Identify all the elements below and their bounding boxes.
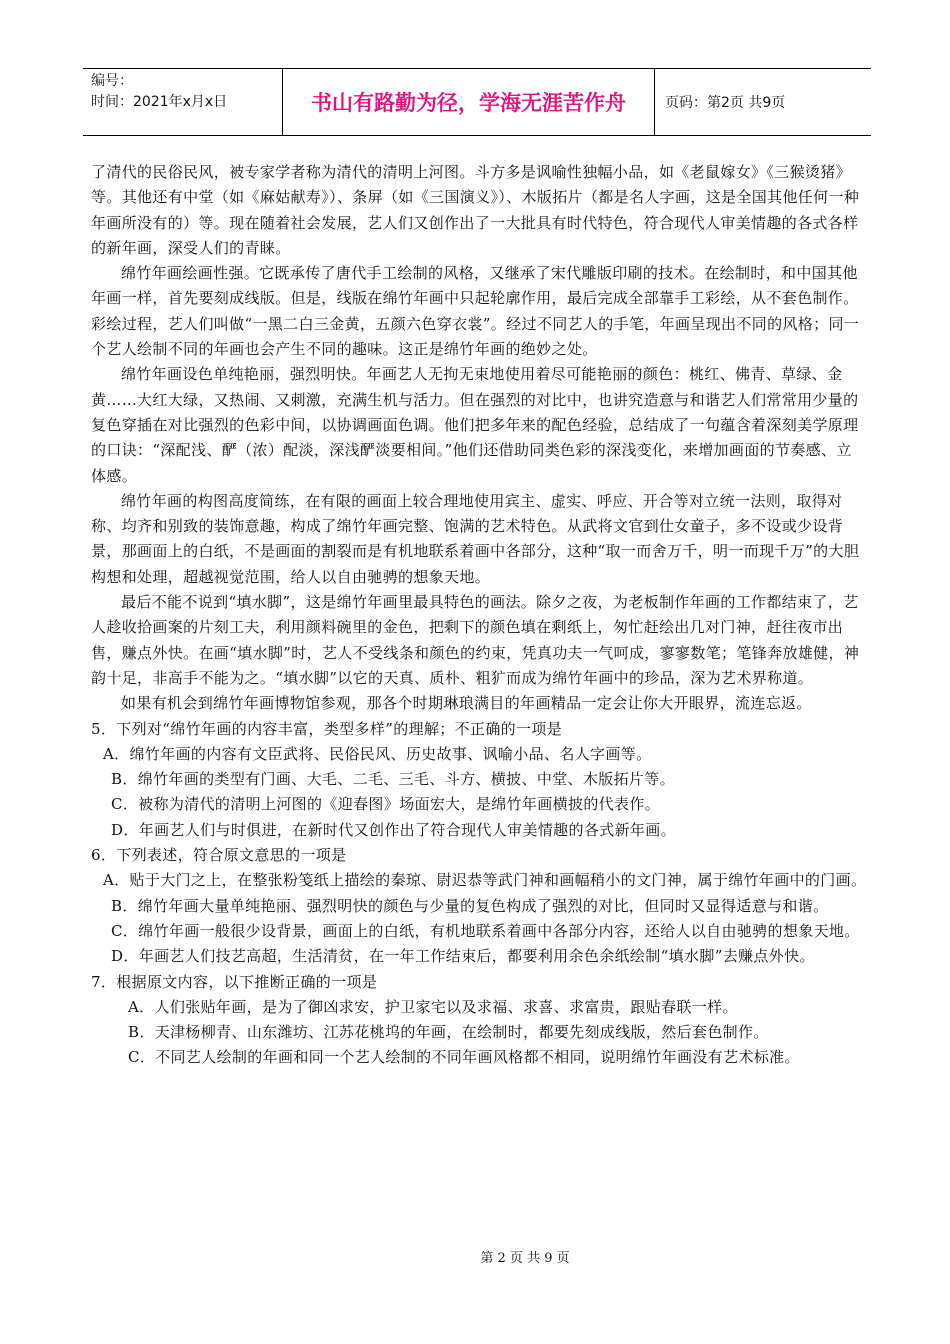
page-header bbox=[83, 68, 871, 136]
passage-paragraph: 绵竹年画绘画性强。它既承传了唐代手工绘制的风格，又继承了宋代雕版印刷的技术。在绘制时，和中国其他年画一样，首先要刻成线版。但是，线版在绵竹年画中只起轮廓作用，最后完成全部靠手工彩绘，从不套色制作。彩绘过程，艺人们叫做“一黑二白三金黄，五颜六色穿衣裳”。经过不同艺人的手笔，年画呈现出不同的风格；同一个艺人绘制不同的年画也会产生不同的趣味。这正是绵竹年画的绝妙之处。 bbox=[91, 264, 860, 359]
question-6-option-a: A．贴于大门之上，在整张粉笺纸上描绘的秦琼、尉迟恭等武门神和画幅稍小的文门神，属于绵竹年画中的门画。 bbox=[103, 871, 867, 890]
question-6-option-c: C．绵竹年画一般很少设背景，画面上的白纸，有机地联系着画中各部分内容，还给人以自由驰骋的想象天地。 bbox=[111, 921, 860, 940]
question-5-stem: 5．下列对“绵竹年画的内容丰富，类型多样”的理解；不正确的一项是 bbox=[91, 719, 563, 738]
number-label: 编号： bbox=[91, 73, 133, 89]
passage-paragraph: 最后不能不说到“填水脚”，这是绵竹年画里最具特色的画法。除夕之夜，为老板制作年画的工作都结束了，艺人趁收拾画案的片刻工夫，利用颜料碗里的金色，把剩下的颜色填在剩纸上，匆忙赶绘出几对门神，赶往夜市出售，赚点外快。在画“填水脚”时，艺人不受线条和颜色的约束，凭真功夫一气呵成，寥寥数笔；笔锋奔放雄健，神韵十足，非高手不能为之。“填水脚”以它的天真、质朴、粗犷而成为绵竹年画中的珍品，深为艺术界称道。 bbox=[91, 593, 860, 687]
question-7-stem: 7．根据原文内容，以下推断正确的一项是 bbox=[91, 972, 378, 991]
header-motto: 书山有路勤为径，学海无涯苦作舟 bbox=[283, 69, 655, 135]
question-7-option-c: C．不同艺人绘制的年画和同一个艺人绘制的不同年画风格都不相同，说明绵竹年画没有艺术标准。 bbox=[128, 1048, 800, 1067]
header-meta bbox=[83, 69, 283, 135]
question-6-option-b: B．绵竹年画大量单纯艳丽、强烈明快的颜色与少量的复色构成了强烈的对比，但同时又显得适意与和谐。 bbox=[111, 896, 829, 915]
page-footer: 第 2 页 共 9 页 bbox=[480, 1251, 570, 1266]
question-7-option-a: A．人们张贴年画，是为了御凶求安，护卫家宅以及求福、求喜、求富贵，跟贴春联一样。 bbox=[128, 997, 738, 1016]
question-5-option-a: A．绵竹年画的内容有文臣武将、民俗民风、历史故事、讽喻小品、名人字画等。 bbox=[103, 744, 652, 763]
passage-paragraph: 了清代的民俗民风，被专家学者称为清代的清明上河图。斗方多是讽喻性独幅小品，如《老鼠嫁女》《三猴烫猪》等。其他还有中堂（如《麻姑献寿》）、条屏（如《三国演义》）、木版拓片（都是名人字画，这是全国其他任何一种年画所没有的）等。现在随着社会发展，艺人们又创作出了一大批具有时代特色，符合现代人审美情趣的各式各样的新年画，深受人们的青睐。 bbox=[91, 163, 860, 257]
question-7-option-b: B．天津杨柳青、山东潍坊、江苏花桃坞的年画，在绘制时，都要先刻成线版，然后套色制作。 bbox=[128, 1023, 769, 1042]
question-6-stem: 6．下列表述，符合原文意思的一项是 bbox=[91, 846, 347, 865]
passage-paragraph: 绵竹年画设色单纯艳丽，强烈明快。年画艺人无拘无束地使用着尽可能艳丽的颜色：桃红、佛青、草绿、金黄……大红大绿，又热闹、又刺激，充满生机与活力。但在强烈的对比中，也讲究造意与和谐艺人们常常用少量的复色穿插在对比强烈的色彩中间，以协调画面色调。他们把多年来的配色经验，总结成了一句蕴含着深刻美学原理的口诀：“深配浅、酽（浓）配淡，深浅酽淡要相间。”他们还借助同类色彩的深浅变化，来增加画面的节奏感、立体感。 bbox=[91, 365, 859, 485]
question-5-option-b: B．绵竹年画的类型有门画、大毛、二毛、三毛、斗方、横披、中堂、木版拓片等。 bbox=[111, 770, 675, 789]
document-body bbox=[91, 160, 867, 1071]
time-label: 时间：2021年x月x日 bbox=[91, 94, 228, 110]
question-6-option-d: D．年画艺人们技艺高超，生活清贫，在一年工作结束后，都要利用余色余纸绘制“填水脚”去赚点外快。 bbox=[111, 947, 815, 966]
question-5-option-c: C．被称为清代的清明上河图的《迎春图》场面宏大，是绵竹年画横披的代表作。 bbox=[111, 795, 661, 814]
question-5-option-d: D．年画艺人们与时俱进，在新时代又创作出了符合现代人审美情趣的各式新年画。 bbox=[111, 820, 676, 839]
passage-paragraph: 绵竹年画的构图高度简练，在有限的画面上较合理地使用宾主、虚实、呼应、开合等对立统一法则，取得对称、均齐和别致的装饰意趣，构成了绵竹年画完整、饱满的艺术特色。从武将文官到仕女童子，多不设或少设背景，那画面上的白纸，不是画面的割裂而是有机地联系着画中各部分，这种“取一而舍万千，明一而现千万”的大胆构想和处理，超越视觉范围，给人以自由驰骋的想象天地。 bbox=[91, 491, 860, 586]
passage-paragraph: 如果有机会到绵竹年画博物馆参观，那各个时期琳琅满目的年画精品一定会让你大开眼界，流连忘返。 bbox=[121, 694, 812, 713]
header-page-code: 页码：第2页 共9页 bbox=[665, 95, 786, 111]
